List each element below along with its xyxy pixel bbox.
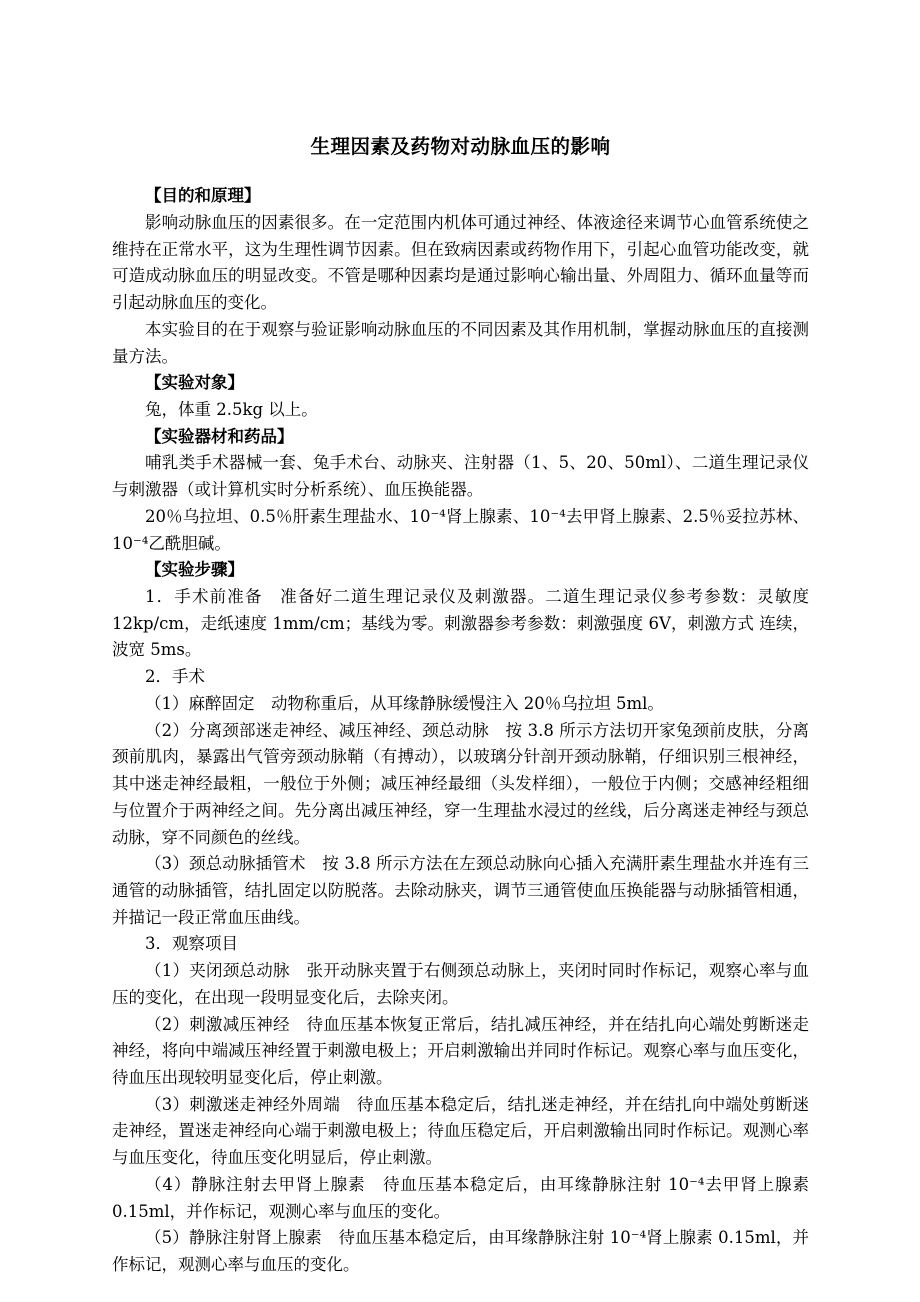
paragraph-purpose-1: 影响动脉血压的因素很多。在一定范围内机体可通过神经、体液途径来调节心血管系统使之维持在正常水平，这为生理性调节因素。但在致病因素或药物作用下，引起心血管功能改变，就可造成动脉血压的明显改变。不管是哪种因素均是通过影响心输出量、外周阻力、循环血量等而引起动脉血压的变化。 — [112, 212, 809, 313]
paragraph-procedure-5: （3）颈总动脉插管术 按 3.8 所示方法在左颈总动脉向心插入充满肝素生理盐水并连有三通管的动脉插管，结扎固定以防脱落。去除动脉夹，调节三通管使血压换能器与动脉插管相通，并描记一段正常血压曲线。 — [112, 854, 809, 927]
paragraph-procedure-10: （4）静脉注射去甲肾上腺素 待血压基本稳定后，由耳缘静脉注射 10⁻⁴去甲肾上腺素 0.15ml，并作标记，观测心率与血压的变化。 — [112, 1174, 809, 1221]
section-heading-procedure: 【实验步骤】 — [145, 560, 244, 580]
paragraph-procedure-4: （2）分离颈部迷走神经、减压神经、颈总动脉 按 3.8 所示方法切开家兔颈前皮肤，分离颈前肌肉，暴露出气管旁颈动脉鞘（有搏动），以玻璃分针剖开颈动脉鞘，仔细识别三根神经，其中迷走神经最粗，一般位于外侧；减压神经最细（头发样细），一般位于内侧；交感神经粗细与位置介于两神经之间。先分离出减压神经，穿一生理盐水浸过的丝线，后分离迷走神经与颈总动脉，穿不同颜色的丝线。 — [112, 720, 809, 847]
paragraph-procedure-8: （2）刺激减压神经 待血压基本恢复正常后，结扎减压神经，并在结扎向心端处剪断迷走神经，将向中端减压神经置于刺激电极上；开启刺激输出并同时作标记。观察心率与血压变化，待血压出现较明显变化后，停止刺激。 — [112, 1014, 809, 1087]
section-heading-purpose: 【目的和原理】 — [145, 186, 261, 206]
paragraph-materials-1: 哺乳类手术器械一套、兔手术台、动脉夹、注射器（1、5、20、50ml）、二道生理记录仪与刺激器（或计算机实时分析系统）、血压换能器。 — [112, 453, 809, 500]
paragraph-procedure-3: （1）麻醉固定 动物称重后，从耳缘静脉缓慢注入 20％乌拉坦 5ml。 — [145, 693, 664, 713]
document-body — [112, 132, 809, 1279]
paragraph-materials-2: 20％乌拉坦、0.5％肝素生理盐水、10⁻⁴肾上腺素、10⁻⁴去甲肾上腺素、2.5％妥拉苏林、10⁻⁴乙酰胆碱。 — [112, 506, 809, 553]
paragraph-procedure-6: 3．观察项目 — [145, 934, 238, 954]
paragraph-procedure-11: （5）静脉注射肾上腺素 待血压基本稳定后，由耳缘静脉注射 10⁻⁴肾上腺素 0.15ml，并作标记，观测心率与血压的变化。 — [112, 1228, 809, 1274]
paragraph-procedure-1: 1．手术前准备 准备好二道生理记录仪及刺激器。二道生理记录仪参考参数：灵敏度 12kp/cm，走纸速度 1mm/cm；基线为零。刺激器参考参数：刺激强度 6V，刺激方式 连续，波宽 5ms。 — [112, 587, 809, 660]
section-heading-subject: 【实验对象】 — [145, 373, 244, 393]
page-title: 生理因素及药物对动脉血压的影响 — [310, 135, 611, 158]
paragraph-purpose-2: 本实验目的在于观察与验证影响动脉血压的不同因素及其作用机制，掌握动脉血压的直接测量方法。 — [112, 319, 809, 366]
paragraph-subject-1: 兔，体重 2.5kg 以上。 — [145, 400, 318, 419]
paragraph-procedure-2: 2．手术 — [145, 667, 205, 687]
section-heading-materials: 【实验器材和药品】 — [145, 426, 294, 446]
paragraph-procedure-9: （3）刺激迷走神经外周端 待血压基本稳定后，结扎迷走神经，并在结扎向中端处剪断迷走神经，置迷走神经向心端于刺激电极上；待血压稳定后，开启刺激输出同时作标记。观测心率与血压变化，待血压变化明显后，停止刺激。 — [112, 1094, 809, 1168]
paragraph-procedure-7: （1）夹闭颈总动脉 张开动脉夹置于右侧颈总动脉上，夹闭时同时作标记，观察心率与血压的变化，在出现一段明显变化后，去除夹闭。 — [112, 961, 809, 1007]
